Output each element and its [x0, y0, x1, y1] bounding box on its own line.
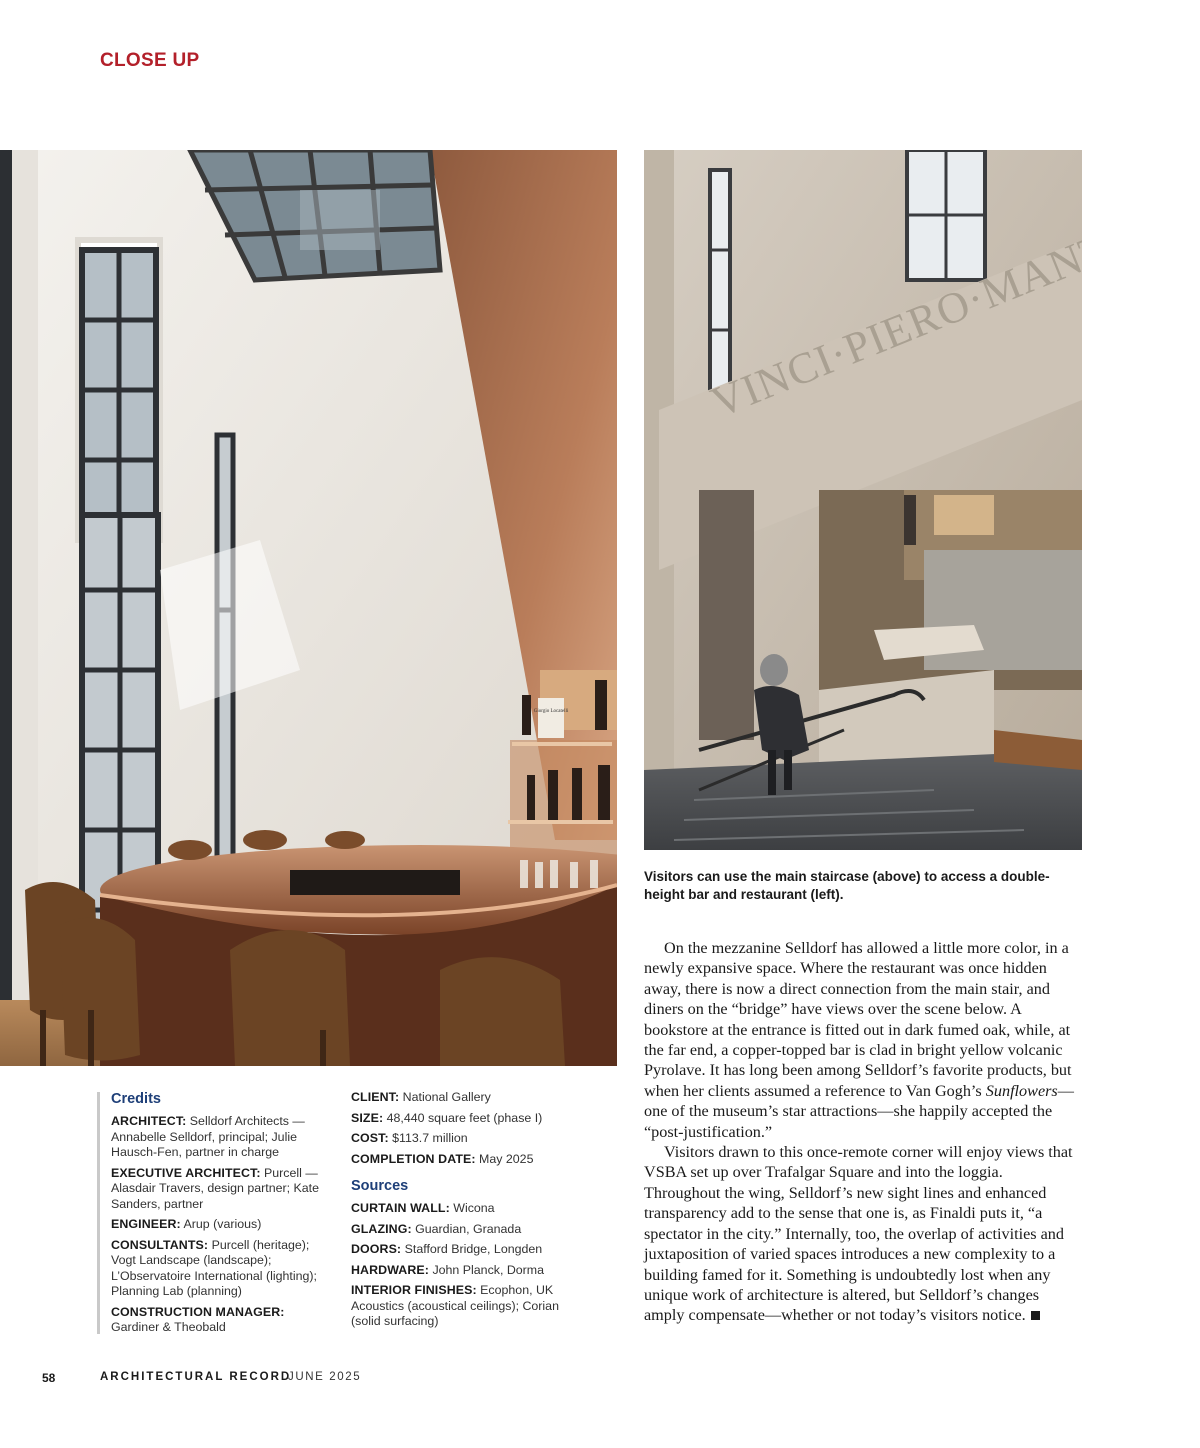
source-interior-finishes: INTERIOR FINISHES: Ecophon, UK Acoustics (acoustical ceilings); Corian (solid surfacing) [351, 1283, 559, 1328]
credit-architect: ARCHITECT: Selldorf Architects — Annabelle Selldorf, principal; Julie Hausch-Fen, partner in charge [111, 1114, 305, 1159]
bar-restaurant-illustration [0, 150, 617, 1066]
body-paragraph [644, 1142, 1082, 1326]
credit-consultants: CONSULTANTS: Purcell (heritage); Vogt Landscape (landscape); L’Observatoire International (lighting); Planning Lab (planning) [111, 1237, 317, 1298]
article-body [644, 938, 1082, 1326]
paragraph-text: Visitors drawn to this once-remote corner will enjoy views that VSBA set up over Trafalgar Square and into the loggia. Throughout the wing, Selldorf’s new sight lines and enhanced transparency add to the sense that one is, as Finaldi puts it, “a spectator in the city.” Internally, too, the overlap of activities and juxtaposition of varied spaces introduces a new complexity to a building famed for it. Something is undoubtedly lost when any unique work of architecture is altered, but Selldorf’s changes amply compensate—whether or not today’s visitors notice. [644, 1143, 1073, 1325]
credits-left-column [111, 1090, 336, 1341]
bar-restaurant-photo [0, 150, 617, 1066]
body-paragraph [644, 938, 1082, 1142]
issue-date: JUNE 2025 [288, 1371, 362, 1383]
credits-rule [97, 1092, 100, 1334]
section-label: CLOSE UP [100, 50, 200, 71]
credit-construction-manager: CONSTRUCTION MANAGER: Gardiner & Theobald [111, 1304, 285, 1334]
photo-caption: Visitors can use the main staircase (above) to access a double-height bar and restaurant (left). [644, 869, 1050, 902]
credit-executive-architect: EXECUTIVE ARCHITECT: Purcell — Alasdair Travers, design partner; Kate Sanders, partner [111, 1165, 319, 1211]
source-glazing: GLAZING: Guardian, Granada [351, 1221, 522, 1236]
credit-cost: COST: $113.7 million [351, 1131, 468, 1145]
credit-size: SIZE: 48,440 square feet (phase I) [351, 1110, 543, 1125]
page-number: 58 [42, 1371, 56, 1385]
paragraph-text: On the mezzanine Selldorf has allowed a little more color, in a newly expansive space. Where the restaurant was once hidden away, there is now a direct connection from the main stair, and diners on the “bridge” have views over the scene below. A bookstore at the entrance is fitted out in dark fumed oak, while, at the far end, a copper-topped bar is clad in bright yellow volcanic Pyrolave. It has long been among Selldorf’s favorite products, but when her clients assumed a reference to Van Gogh’s [644, 939, 1072, 1100]
credit-client: CLIENT: National Gallery [351, 1090, 491, 1104]
credits-heading: Credits [111, 1091, 161, 1107]
staircase-illustration [644, 150, 1082, 850]
credits-right-column [351, 1090, 576, 1335]
source-doors: DOORS: Stafford Bridge, Longden [351, 1242, 543, 1256]
magazine-name: ARCHITECTURAL RECORD [100, 1371, 292, 1383]
source-curtain-wall: CURTAIN WALL: Wicona [351, 1201, 495, 1215]
credit-engineer: ENGINEER: Arup (various) [111, 1217, 262, 1231]
source-hardware: HARDWARE: John Planck, Dorma [351, 1262, 545, 1277]
main-staircase-photo [644, 150, 1082, 850]
credit-completion-date: COMPLETION DATE: May 2025 [351, 1151, 534, 1166]
sources-heading: Sources [351, 1178, 409, 1194]
end-of-article-mark [1031, 1311, 1040, 1320]
paragraph-text: —one of the museum’s star attractions—she happily accepted the “post-justification.” [644, 1081, 1074, 1141]
book-cover-title: Giorgio Locatelli [533, 709, 569, 714]
artwork-title: Sunflowers [985, 1081, 1058, 1100]
